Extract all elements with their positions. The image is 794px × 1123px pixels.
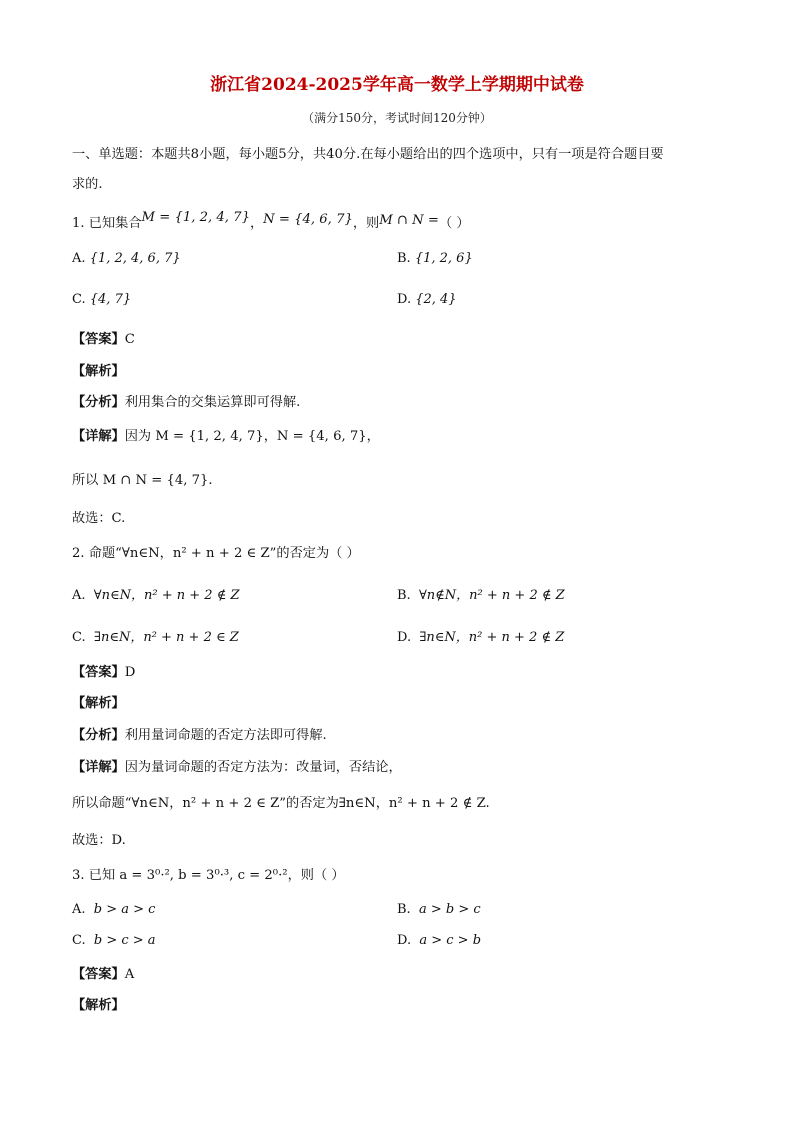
option-text: {4, 7}: [89, 292, 132, 307]
detail-tag: 【详解】: [72, 760, 125, 775]
option-text: a > b > c: [418, 902, 481, 917]
q1-analysis-tag: [72, 360, 125, 379]
q2-option-b: [397, 584, 565, 603]
q2-detail: [72, 756, 402, 775]
option-text: {2, 4}: [415, 292, 457, 307]
question-2-stem: 2. 命题“∀n∈N，n² + n + 2 ∈ Z”的否定为（ ）: [72, 546, 360, 561]
option-label: B.: [397, 902, 411, 917]
set-n: N = {4, 6, 7}: [263, 212, 353, 227]
section-heading-line2: 求的.: [72, 177, 103, 192]
q1-answer: [72, 328, 135, 347]
option-label: C.: [72, 292, 86, 307]
answer-value: A: [124, 967, 135, 982]
fenxi-text: 利用集合的交集运算即可得解.: [124, 395, 301, 410]
question-1-prefix: 1. 已知集合: [72, 216, 142, 231]
fenxi-tag: 【分析】: [72, 728, 125, 743]
answer-tag: 【答案】: [72, 332, 125, 347]
detail-tag: 【详解】: [72, 429, 125, 444]
q3-option-d: [397, 933, 481, 948]
page-title: 浙江省2024-2025学年高一数学上学期期中试卷: [210, 75, 584, 95]
answer-tag: 【答案】: [72, 665, 125, 680]
analysis-tag: 【解析】: [72, 696, 125, 711]
option-text: ∀n∈N，n² + n + 2 ∉ Z: [93, 588, 240, 603]
q2-analysis-tag: [72, 692, 125, 711]
option-label: A.: [72, 251, 86, 266]
q2-option-d: [397, 626, 564, 645]
answer-value: C: [124, 332, 135, 347]
option-text: ∃n∈N，n² + n + 2 ∉ Z: [419, 630, 565, 645]
option-label: C.: [72, 630, 86, 645]
then-word: ，则: [352, 216, 380, 231]
option-text: ∃n∈N，n² + n + 2 ∈ Z: [93, 630, 239, 645]
option-label: A.: [72, 902, 86, 917]
detail-text: 因为量词命题的否定方法为：改量词，否结论，: [124, 760, 402, 775]
fenxi-tag: 【分析】: [72, 395, 125, 410]
option-label: D.: [397, 933, 412, 948]
q1-option-b: [397, 251, 473, 266]
q1-option-d: [397, 292, 457, 307]
q1-choice: 故选：C.: [72, 511, 126, 526]
section-heading-line1: 一、单选题：本题共8小题，每小题5分，共40分.在每小题给出的四个选项中，只有一项是符合题目要: [72, 147, 664, 162]
q2-option-a: [72, 584, 239, 603]
option-label: D.: [397, 292, 412, 307]
option-label: C.: [72, 933, 86, 948]
exam-info: （满分150分，考试时间120分钟）: [302, 111, 492, 125]
answer-paren: （ ）: [438, 216, 470, 231]
q1-option-a: [72, 251, 181, 266]
q1-detail: [72, 425, 380, 444]
option-text: {1, 2, 4, 6, 7}: [89, 251, 181, 266]
q3-option-b: [397, 902, 481, 917]
option-label: D.: [397, 630, 412, 645]
q1-fenxi: [72, 391, 300, 410]
question-1-stem: [72, 212, 470, 231]
intersection-expr: M ∩ N =: [379, 213, 439, 228]
q2-fenxi: [72, 724, 327, 743]
q2-result: 所以命题“∀n∈N，n² + n + 2 ∈ Z”的否定为∃n∈N，n² + n + 2 ∉ Z.: [72, 796, 490, 811]
set-m: M = {1, 2, 4, 7}: [141, 210, 250, 225]
q3-analysis-tag: [72, 994, 125, 1013]
option-text: {1, 2, 6}: [414, 251, 473, 266]
q2-option-c: [72, 626, 239, 645]
option-label: A.: [72, 588, 86, 603]
analysis-tag: 【解析】: [72, 364, 125, 379]
question-3-stem: 3. 已知 a = 3⁰·², b = 3⁰·³, c = 2⁰·²，则（ ）: [72, 868, 345, 883]
option-text: b > a > c: [93, 902, 156, 917]
separator: ，: [249, 216, 264, 231]
option-text: a > c > b: [419, 933, 482, 948]
detail-text: 因为 M = {1, 2, 4, 7}，N = {4, 6, 7}，: [124, 429, 380, 444]
q2-choice: 故选：D.: [72, 833, 126, 848]
option-text: ∀n∉N，n² + n + 2 ∉ Z: [418, 588, 565, 603]
option-text: b > c > a: [93, 933, 156, 948]
q1-option-c: [72, 292, 131, 307]
q1-result: 所以 M ∩ N = {4, 7}.: [72, 473, 213, 488]
q3-answer: [72, 963, 134, 982]
fenxi-text: 利用量词命题的否定方法即可得解.: [124, 728, 327, 743]
q3-option-a: [72, 902, 155, 917]
q2-answer: [72, 661, 135, 680]
q3-option-c: [72, 933, 156, 948]
answer-value: D: [124, 665, 136, 680]
analysis-tag: 【解析】: [72, 998, 125, 1013]
option-label: B.: [397, 251, 411, 266]
answer-tag: 【答案】: [72, 967, 125, 982]
option-label: B.: [397, 588, 411, 603]
